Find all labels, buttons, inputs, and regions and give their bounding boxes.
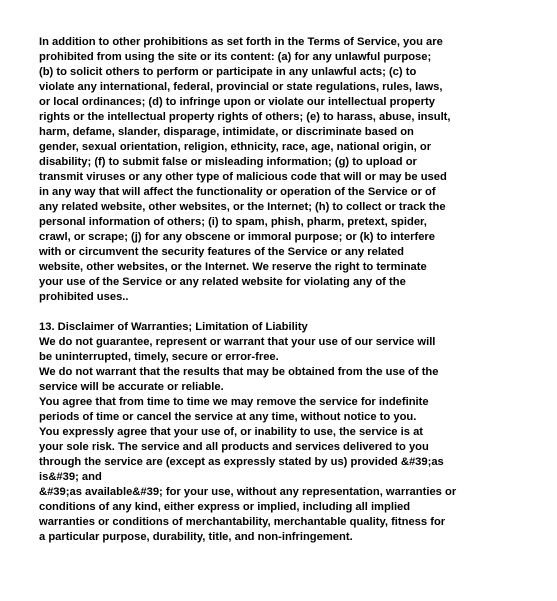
text-line: periods of time or cancel the service at any time, without notice to you. <box>39 411 417 423</box>
text-line: (b) to solicit others to perform or participate in any unlawful acts; (c) to <box>39 66 417 78</box>
text-line: &#39;as available&#39; for your use, without any representation, warranties or <box>39 486 457 498</box>
text-line: We do not warrant that the results that may be obtained from the use of the <box>39 366 439 378</box>
text-line: prohibited from using the site or its content: (a) for any unlawful purpose; <box>39 51 432 63</box>
text-line: rights or the intellectual property rights of others; (e) to harass, abuse, insult, <box>39 111 451 123</box>
text-line: violate any international, federal, provincial or state regulations, rules, laws, <box>39 81 443 93</box>
text-line: crawl, or scrape; (j) for any obscene or immoral purpose; or (k) to interfere <box>39 231 436 243</box>
text-line: warranties or conditions of merchantability, merchantable quality, fitness for <box>39 516 446 528</box>
terms-document <box>39 35 521 545</box>
text-line: with or circumvent the security features of the Service or any related <box>39 246 404 258</box>
text-line: We do not guarantee, represent or warrant that your use of our service will <box>39 336 436 348</box>
text-line: You agree that from time to time we may remove the service for indefinite <box>39 396 429 408</box>
text-line: through the service are (except as expressly stated by us) provided &#39;as <box>39 456 444 468</box>
section-heading: 13. Disclaimer of Warranties; Limitation of Liability <box>39 321 308 333</box>
text-line: personal information of others; (i) to spam, phish, pharm, pretext, spider, <box>39 216 427 228</box>
text-line: in any way that will affect the functionality or operation of the Service or of <box>39 186 436 198</box>
paragraph-spacer <box>39 305 521 320</box>
text-line: a particular purpose, durability, title, and non-infringement. <box>39 531 353 543</box>
text-line: your sole risk. The service and all products and services delivered to you <box>39 441 429 453</box>
text-line: disability; (f) to submit false or misleading information; (g) to upload or <box>39 156 417 168</box>
text-line: any related website, other websites, or the Internet; (h) to collect or track the <box>39 201 446 213</box>
text-line: harm, defame, slander, disparage, intimidate, or discriminate based on <box>39 126 414 138</box>
text-line: In addition to other prohibitions as set forth in the Terms of Service, you are <box>39 36 443 48</box>
text-line: your use of the Service or any related website for violating any of the <box>39 276 406 288</box>
text-line: transmit viruses or any other type of malicious code that will or may be used <box>39 171 447 183</box>
text-line: prohibited uses.. <box>39 291 129 303</box>
text-line: or local ordinances; (d) to infringe upon or violate our intellectual property <box>39 96 435 108</box>
text-line: conditions of any kind, either express or implied, including all implied <box>39 501 411 513</box>
text-line: service will be accurate or reliable. <box>39 381 224 393</box>
text-line: be uninterrupted, timely, secure or error-free. <box>39 351 279 363</box>
text-line: is&#39; and <box>39 471 102 483</box>
text-line: gender, sexual orientation, religion, ethnicity, race, age, national origin, or <box>39 141 432 153</box>
text-line: website, other websites, or the Internet. We reserve the right to terminate <box>39 261 427 273</box>
text-line: You expressly agree that your use of, or inability to use, the service is at <box>39 426 424 438</box>
